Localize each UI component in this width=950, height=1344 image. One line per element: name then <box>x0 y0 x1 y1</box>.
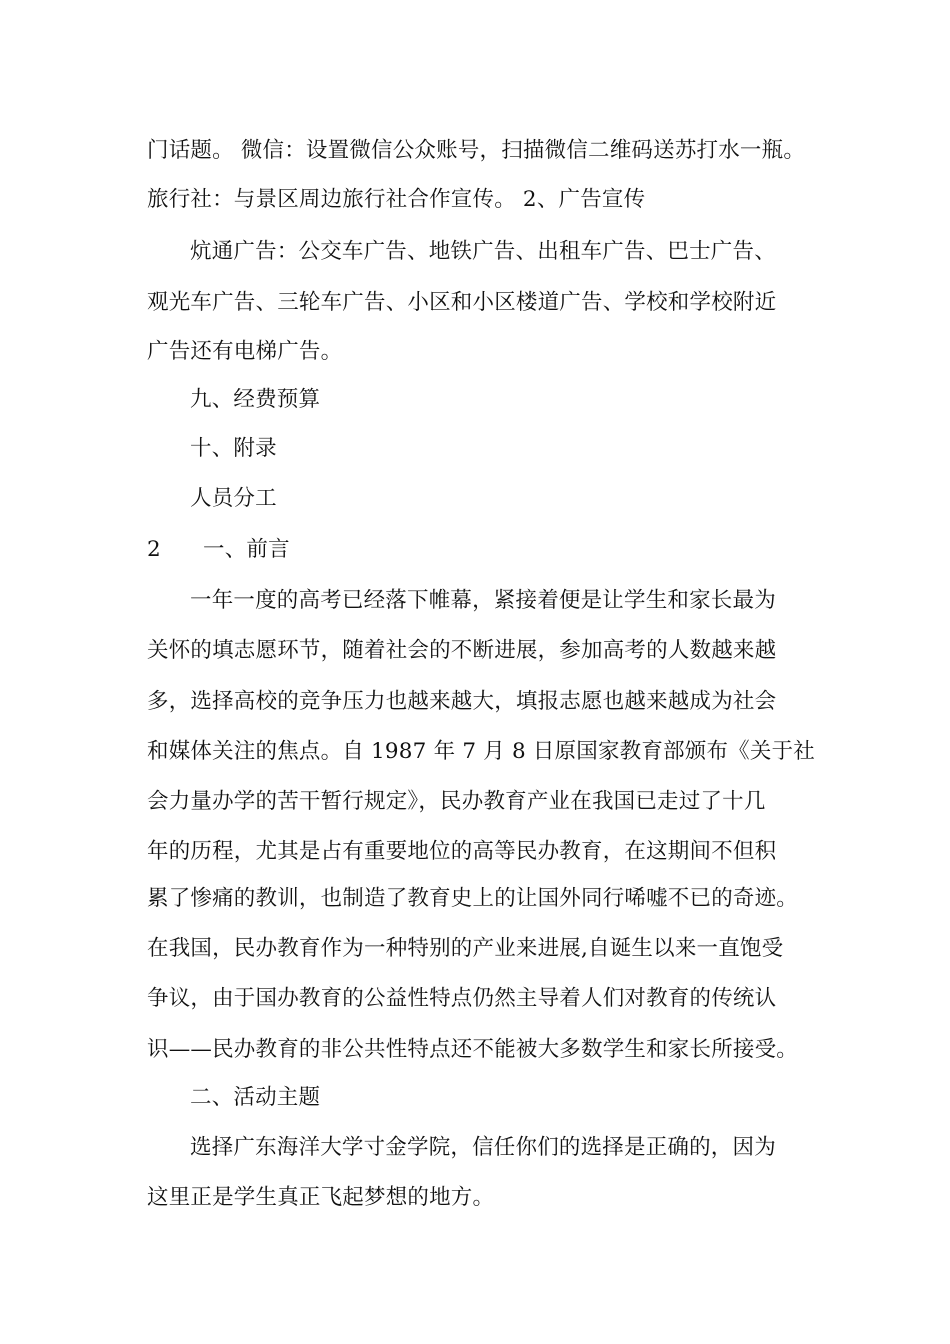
text-line: 会力量办学的苦干暂行规定》，民办教育产业在我国已走过了十几 <box>147 789 766 814</box>
text-line: 广告还有电梯广告。 <box>147 339 343 364</box>
text-line: 累了惨痛的教训，也制造了教育史上的让国外同行唏嘘不已的奇迹。 <box>147 886 799 911</box>
text-line: 观光车广告、三轮车广告、小区和小区楼道广告、学校和学校附近 <box>147 290 777 315</box>
text-line: 旅行社：与景区周边旅行社合作宣传。 2、广告宣传 <box>147 187 646 212</box>
text-line: 这里正是学生真正飞起梦想的地方。 <box>147 1185 495 1210</box>
section-heading: 十、附录 <box>190 436 277 461</box>
text-line: 在我国，民办教育作为一种特别的产业来进展,自诞生以来一直饱受 <box>147 936 784 961</box>
text-line: 关怀的填志愿环节，随着社会的不断进展，参加高考的人数越来越 <box>147 638 777 663</box>
text-line: 多，选择高校的竞争压力也越来越大，填报志愿也越来越成为社会 <box>147 689 777 714</box>
section-heading: 九、经费预算 <box>190 387 321 412</box>
text-line: 一年一度的高考已经落下帷幕，紧接着便是让学生和家长最为 <box>190 588 776 613</box>
page-number: 2 <box>147 537 161 562</box>
text-line: 和媒体关注的焦点。自 1987 年 7 月 8 日原国家教育部颁布《关于社 <box>147 739 815 764</box>
text-line: 年的历程，尤其是占有重要地位的高等民办教育，在这期间不但积 <box>147 839 777 864</box>
section-heading: 二、活动主题 <box>190 1085 321 1110</box>
section-heading: 人员分工 <box>190 486 277 511</box>
text-line: 争议，由于国办教育的公益性特点仍然主导着人们对教育的传统认 <box>147 986 777 1011</box>
text-line: 选择广东海洋大学寸金学院，信任你们的选择是正确的，因为 <box>190 1135 776 1160</box>
text-line: 识——民办教育的非公共性特点还不能被大多数学生和家长所接受。 <box>147 1037 799 1062</box>
section-heading: 一、前言 <box>203 537 290 562</box>
text-line: 门话题。 微信：设置微信公众账号，扫描微信二维码送苏打水一瓶。 <box>147 138 806 163</box>
text-line: 炕通广告：公交车广告、地铁广告、出租车广告、巴士广告、 <box>190 239 776 264</box>
numbered-heading <box>147 535 827 565</box>
